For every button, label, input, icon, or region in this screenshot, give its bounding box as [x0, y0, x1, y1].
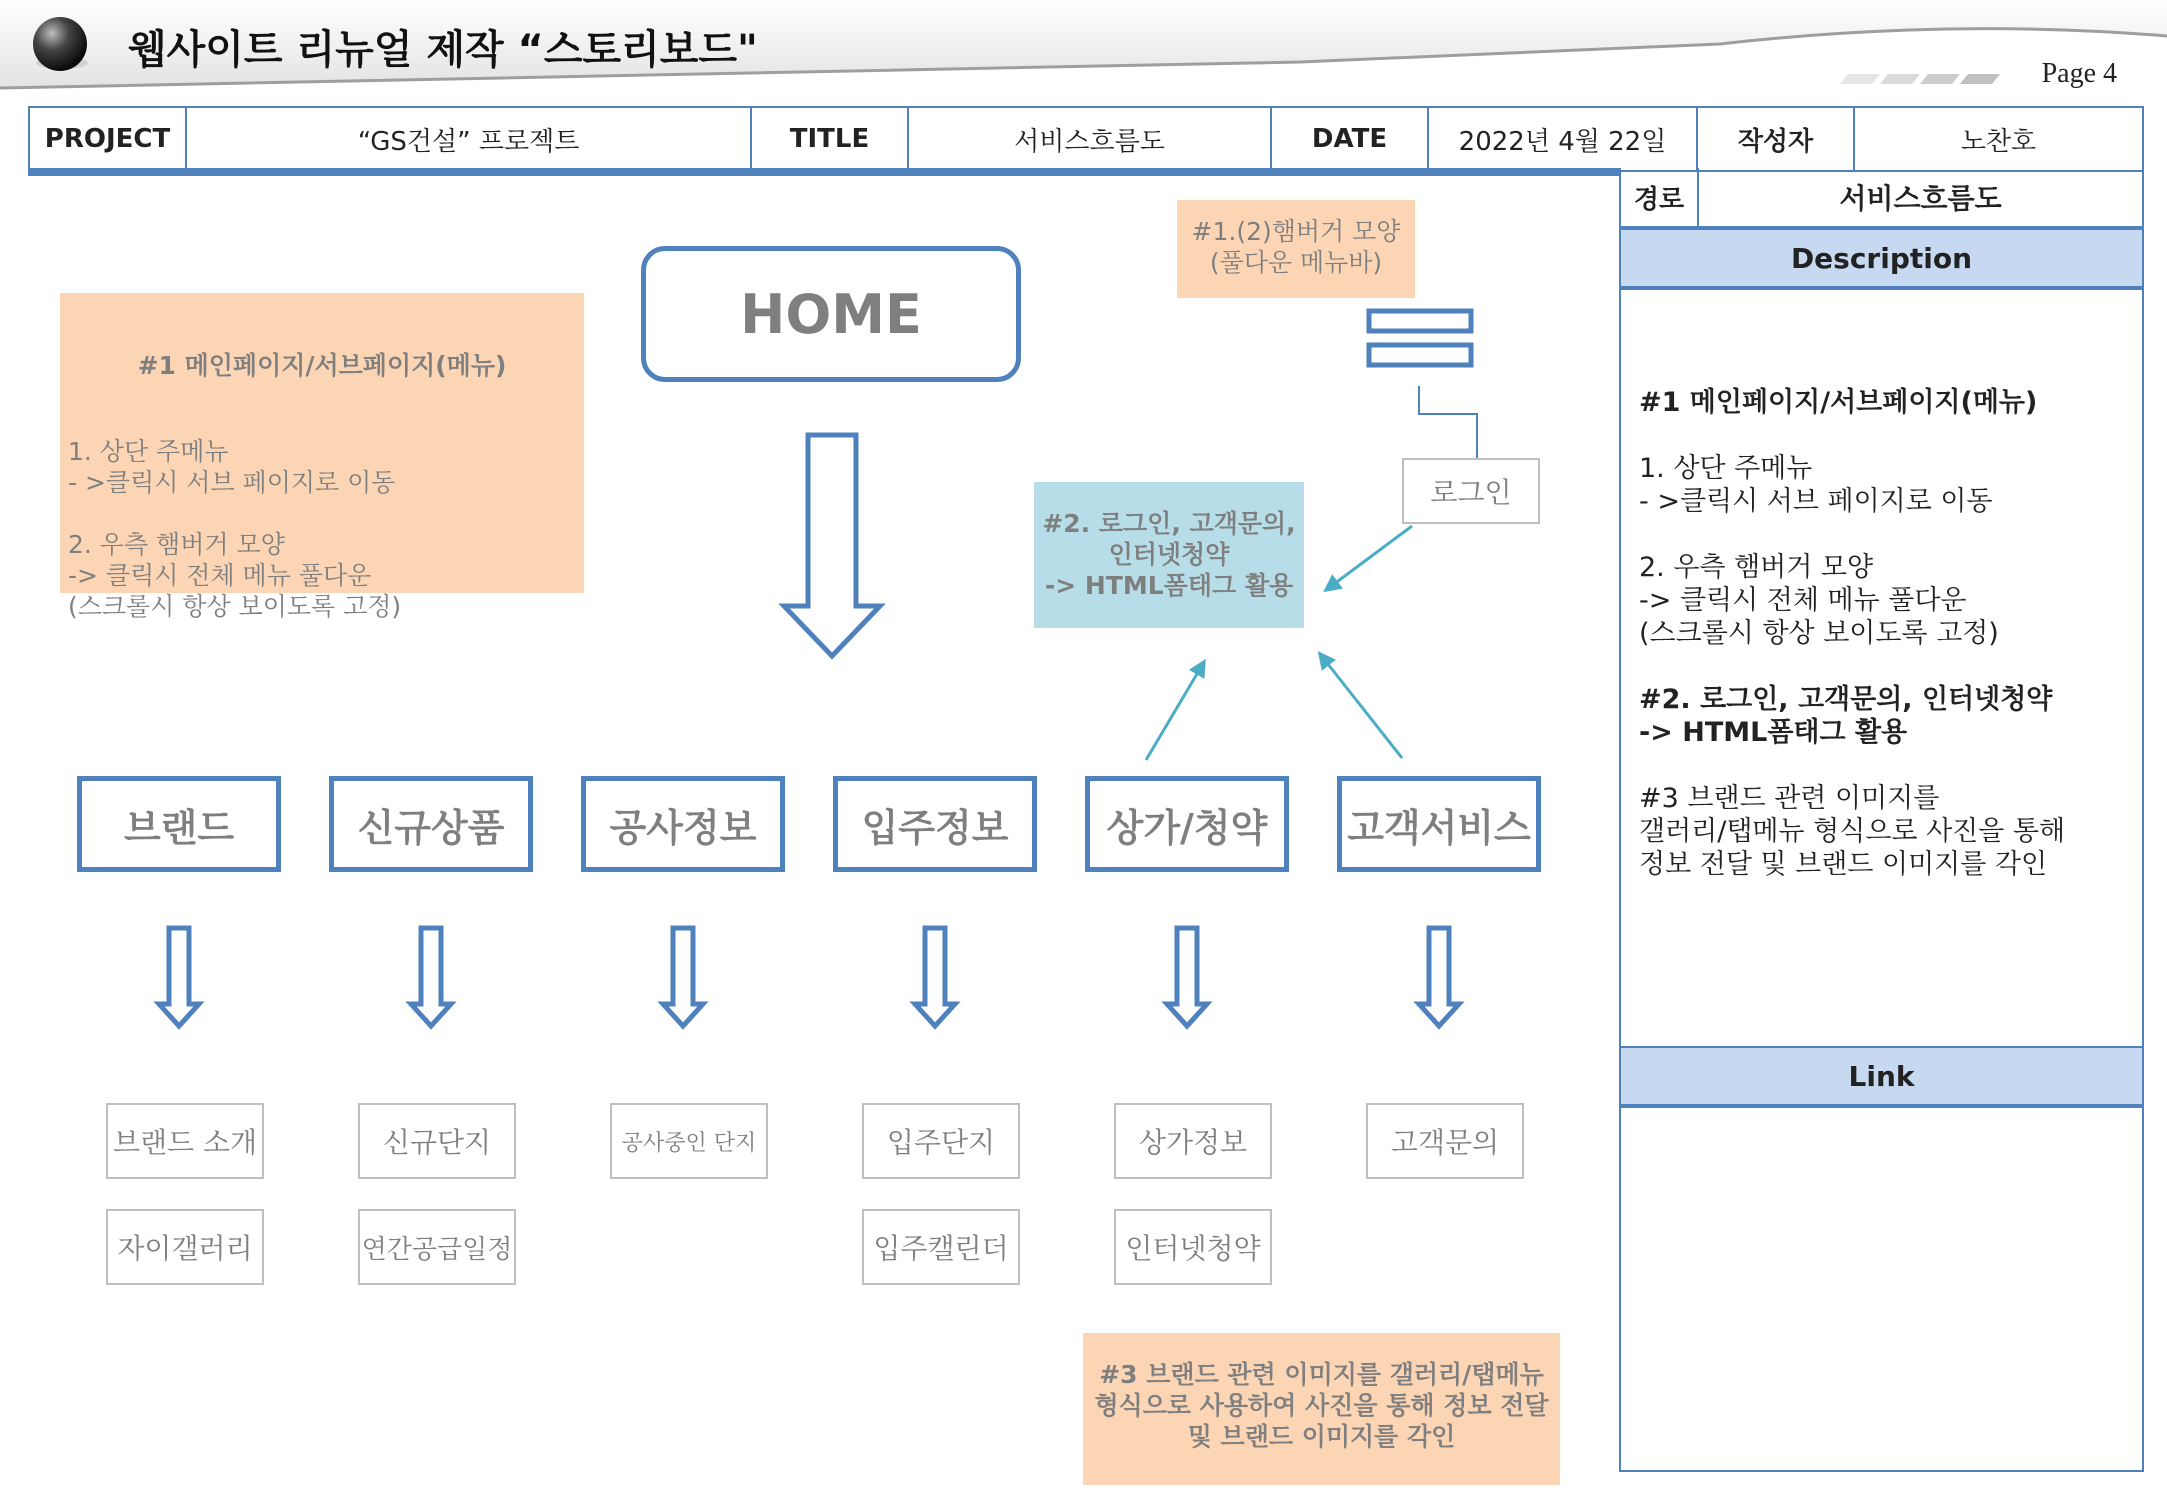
sub-xi-gallery: 자이갤러리	[106, 1209, 264, 1285]
login-to-note-arrow	[1326, 526, 1412, 590]
hamburger-icon	[1369, 311, 1471, 365]
link-header: Link	[1621, 1046, 2142, 1108]
category-construction: 공사정보	[581, 776, 785, 872]
route-label: 경로	[1621, 168, 1699, 226]
sub-move-in-calendar: 입주캘린더	[862, 1209, 1020, 1285]
login-box: 로그인	[1402, 458, 1540, 524]
date-label: DATE	[1272, 108, 1429, 170]
title-label: TITLE	[752, 108, 909, 170]
category-down-arrows	[159, 928, 1459, 1026]
note-menu-title: #1 메인페이지/서브페이지(메뉴)	[137, 351, 507, 380]
shop-to-note-arrow	[1146, 662, 1204, 760]
small-down-arrow-icon	[1419, 928, 1459, 1026]
route-value: 서비스흐름도	[1839, 182, 2002, 215]
category-move-in: 입주정보	[833, 776, 1037, 872]
hamburger-to-login-connector	[1419, 386, 1477, 458]
note-login: #2. 로그인, 고객문의, 인터넷청약 -> HTML폼태그 활용	[1034, 482, 1304, 628]
sub-brand-intro: 브랜드 소개	[106, 1103, 264, 1179]
category-brand: 브랜드	[77, 776, 281, 872]
note-menu-body: 1. 상단 주메뉴 - >클릭시 서브 페이지로 이동 2. 우측 햄버거 모양 -> 클릭시 전체 메뉴 풀다운 (스크롤시 항상 보이도록 고정)	[68, 437, 402, 621]
service-to-note-arrow	[1320, 654, 1402, 758]
desc-paragraph: 1. 상단 주메뉴 - >클릭시 서브 페이지로 이동	[1639, 453, 1993, 517]
project-label: PROJECT	[30, 108, 187, 170]
project-value: “GS건설” 프로젝트	[187, 108, 752, 170]
date-value: 2022년 4월 22일	[1429, 108, 1698, 170]
desc-paragraph: #1 메인페이지/서브페이지(메뉴)	[1639, 387, 2038, 418]
desc-paragraph: 2. 우측 햄버거 모양 -> 클릭시 전체 메뉴 풀다운 (스크롤시 항상 보이도록 고정)	[1639, 552, 1999, 649]
description-header: Description	[1621, 228, 2142, 290]
desc-paragraph: #2. 로그인, 고객문의, 인터넷청약 -> HTML폼태그 활용	[1639, 684, 2053, 748]
sub-under-construction: 공사중인 단지	[610, 1103, 768, 1179]
author-value: 노찬호	[1960, 126, 2037, 157]
sub-customer-inquiry: 고객문의	[1366, 1103, 1524, 1179]
note-hamburger: #1.(2)햄버거 모양 (풀다운 메뉴바)	[1177, 200, 1415, 298]
category-shop-subscription: 상가/청약	[1085, 776, 1289, 872]
sub-annual-supply: 연간공급일정	[358, 1209, 516, 1285]
note-brand: #3 브랜드 관련 이미지를 갤러리/탭메뉴 형식으로 사용하여 사진을 통해 정보 전달 및 브랜드 이미지를 각인	[1083, 1333, 1560, 1485]
sub-shop-info: 상가정보	[1114, 1103, 1272, 1179]
small-down-arrow-icon	[411, 928, 451, 1026]
desc-paragraph: #3 브랜드 관련 이미지를 갤러리/탭메뉴 형식으로 사진을 통해 정보 전달 및 브랜드 이미지를 각인	[1639, 783, 2066, 880]
page-title: 웹사이트 리뉴얼 제작 “스토리보드"	[128, 27, 758, 73]
category-customer-service: 고객서비스	[1337, 776, 1541, 872]
small-down-arrow-icon	[159, 928, 199, 1026]
small-down-arrow-icon	[1167, 928, 1207, 1026]
sub-internet-subscription: 인터넷청약	[1114, 1209, 1272, 1285]
small-down-arrow-icon	[663, 928, 703, 1026]
page-number: Page 4	[2041, 58, 2117, 89]
sub-new-complex: 신규단지	[358, 1103, 516, 1179]
title-value: 서비스흐름도	[909, 108, 1272, 170]
sub-move-in-complex: 입주단지	[862, 1103, 1020, 1179]
small-down-arrow-icon	[915, 928, 955, 1026]
author-label: 작성자	[1698, 108, 1855, 170]
category-new-products: 신규상품	[329, 776, 533, 872]
home-down-arrow	[784, 435, 880, 656]
home-box: HOME	[641, 246, 1021, 382]
